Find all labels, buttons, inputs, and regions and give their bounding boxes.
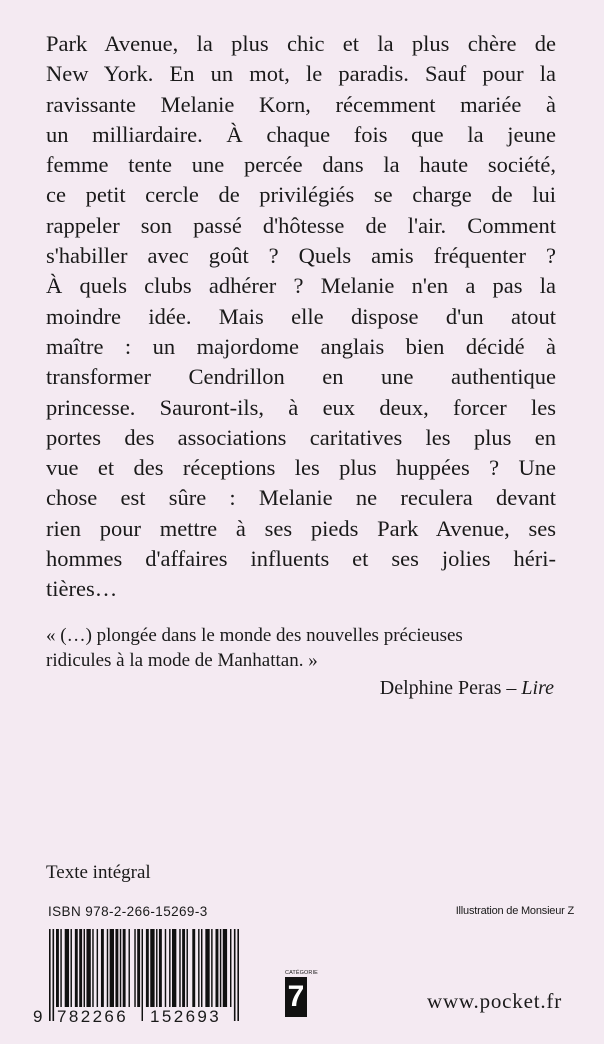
barcode-bar: [187, 929, 188, 1007]
blurb-line: rappeler son passé d'hôtesse de l'air. Comment: [46, 212, 556, 238]
barcode-bar: [172, 929, 176, 1007]
barcode-bar: [201, 929, 202, 1007]
barcode-bar: [216, 929, 219, 1007]
barcode-bar: [150, 929, 154, 1007]
blurb-line: portes des associations caritatives les plus en: [46, 424, 556, 450]
barcode-bar: [165, 929, 166, 1007]
barcode-bar: [120, 929, 121, 1007]
barcode-bar: [129, 929, 130, 1007]
barcode-first-digit: 9: [33, 1007, 45, 1026]
blurb-line: rien pour mettre à ses pieds Park Avenue, ses: [46, 515, 556, 541]
blurb-line: ravissante Melanie Korn, récemment mariée à: [46, 91, 556, 117]
blurb-line: femme tente une percée dans la haute société,: [46, 152, 556, 178]
barcode-bar: [198, 929, 199, 1007]
quote-source: Lire: [521, 677, 554, 699]
category-label: CATÉGORIE: [285, 970, 318, 976]
barcode-bar: [192, 929, 195, 1007]
quote-author: Delphine Peras –: [379, 677, 522, 699]
barcode-bar: [156, 929, 157, 1007]
barcode-bar: [211, 929, 212, 1007]
blurb-line: s'habiller avec goût ? Quels amis fréquenter ?: [46, 243, 556, 269]
blurb-line: tières…: [46, 576, 118, 602]
barcode-bar: [205, 929, 209, 1007]
barcode-bar: [107, 929, 108, 1007]
barcode-bar: [182, 929, 185, 1007]
blurb-line: chose est sûre : Melanie ne reculera devant: [46, 485, 556, 511]
barcode-bar: [60, 929, 61, 1007]
barcode-bar: [92, 929, 93, 1007]
barcode-bar: [84, 929, 85, 1007]
blurb-line: princesse. Sauront-ils, à eux deux, forcer les: [46, 394, 556, 420]
barcode-bar: [169, 929, 170, 1007]
barcode-bar: [86, 929, 90, 1007]
quote-attribution: [380, 676, 554, 700]
barcode-bar: [79, 929, 82, 1007]
website-url: www.pocket.fr: [427, 989, 562, 1013]
quote-line: ridicules à la mode de Manhattan. »: [46, 650, 318, 671]
isbn-number: ISBN 978-2-266-15269-3: [48, 904, 208, 919]
blurb-line: À quels clubs adhérer ? Melanie n'en a pas la: [46, 273, 556, 299]
barcode: [33, 929, 247, 1029]
blurb-line: moindre idée. Mais elle dispose d'un atout: [46, 303, 556, 329]
illustration-credit: Illustration de Monsieur Z: [455, 905, 574, 917]
barcode-bar: [101, 929, 104, 1007]
barcode-bar: [179, 929, 180, 1007]
barcode-left-group: 782266: [57, 1007, 129, 1026]
blurb-line: New York. En un mot, le paradis. Sauf pour la: [46, 61, 556, 87]
barcode-bar: [71, 929, 72, 1007]
barcode-bar: [97, 929, 98, 1007]
blurb-line: maître : un majordome anglais bien décidé à: [46, 333, 556, 359]
barcode-bar: [223, 929, 227, 1007]
barcode-bar: [134, 929, 135, 1007]
blurb-line: Park Avenue, la plus chic et la plus chère de: [46, 31, 556, 56]
barcode-bar: [110, 929, 114, 1007]
barcode-bar: [220, 929, 221, 1007]
barcode-digits: [33, 1005, 247, 1029]
blurb-line: hommes d'affaires influents et ses jolies héri-: [46, 546, 556, 572]
barcode-bar: [56, 929, 59, 1007]
barcode-bar: [146, 929, 149, 1007]
category-number: 7: [285, 977, 307, 1017]
back-cover-blurb: [46, 29, 556, 605]
barcode-bar: [65, 929, 69, 1007]
barcode-right-group: 152693: [150, 1007, 222, 1026]
barcode-bar: [115, 929, 118, 1007]
texte-integral-label: Texte intégral: [46, 862, 151, 883]
quote-line: « (…) plongée dans le monde des nouvelles précieuses: [46, 625, 463, 646]
barcode-bar: [137, 929, 140, 1007]
blurb-line: transformer Cendrillon en une authentique: [46, 364, 556, 390]
blurb-line: ce petit cercle de privilégiés se charge de lui: [46, 182, 556, 208]
blurb-line: vue et des réceptions les plus huppées ? Une: [46, 455, 556, 481]
blurb-line: un milliardaire. À chaque fois que la jeune: [46, 121, 556, 147]
barcode-bar: [75, 929, 78, 1007]
barcode-bar: [230, 929, 231, 1007]
category-badge: [285, 969, 318, 1023]
press-quote: [46, 623, 562, 673]
barcode-bar: [159, 929, 162, 1007]
barcode-bar: [123, 929, 126, 1007]
